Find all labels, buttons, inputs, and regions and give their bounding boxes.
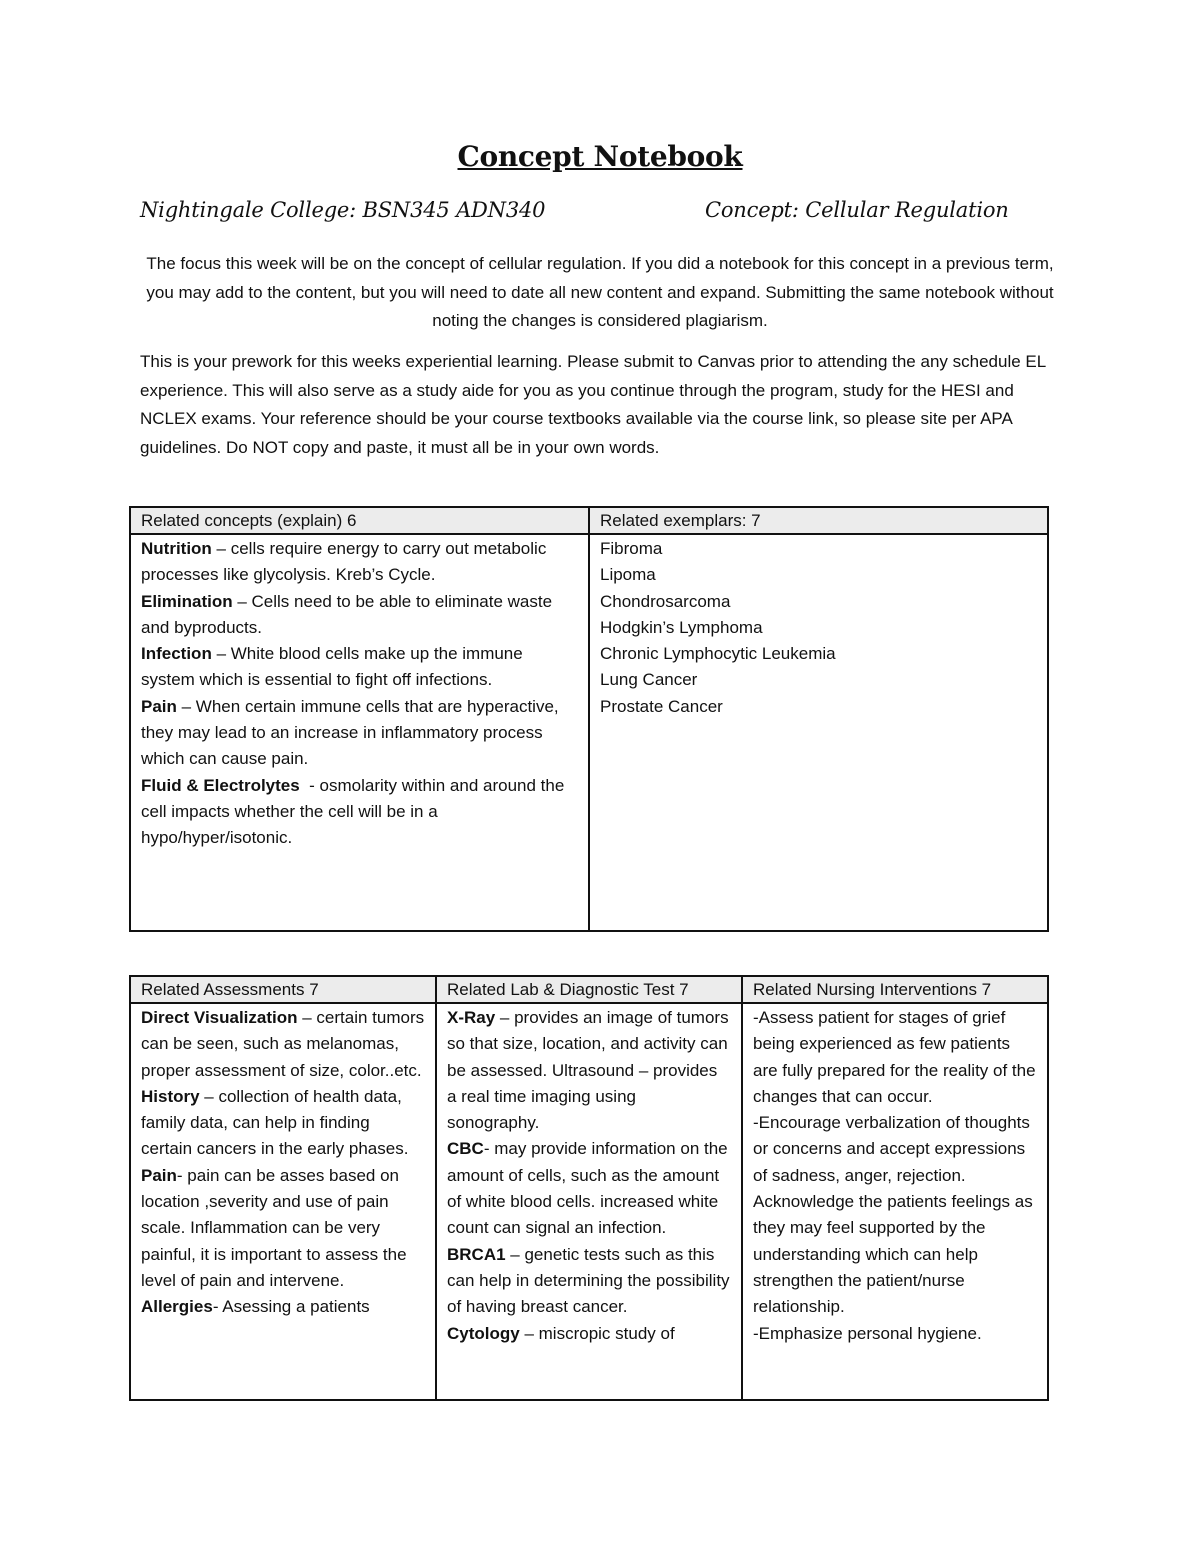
related-concepts-cell [130,534,589,931]
concept-text: – White blood cells make up the immune system which is essential to fight off infections. [141,644,523,690]
concept-term: Nutrition [141,539,212,558]
concept-text: – cells require energy to carry out metabolic processes like glycolysis. Kreb’s Cycle. [141,539,547,585]
assessment-entry [141,1005,425,1084]
concept-label: Concept: Cellular Regulation [705,198,1009,222]
concept-entry [141,694,578,773]
exemplar-item: Prostate Cancer [600,696,723,716]
concept-text: – Cells need to be able to eliminate waste and byproducts. [141,591,553,637]
lab-term: BRCA1 [447,1244,506,1264]
exemplar-item: Lung Cancer [600,670,698,690]
concepts-exemplars-table [129,506,1049,932]
assessment-text: – collection of health data, family data, can help in finding certain cancers in the early phases. [141,1086,409,1159]
related-labs-header: Related Lab & Diagnostic Test 7 [436,976,742,1003]
assessment-term: Pain [141,1165,177,1185]
intervention-entry: -Encourage verbalization of thoughts or concerns and accept expressions of sadness, anger, rejection. Acknowledge the patients feelings as they may feel supported by the understanding which can help strengthen the patient/nurse relationship. [753,1113,1033,1317]
exemplar-item: Hodgkin’s Lymphoma [600,617,763,637]
lab-entry [447,1321,731,1347]
lab-text: – provides an image of tumors so that size, location, and activity can be assessed. Ultrasound – provides a real time imaging using sonography. [447,1008,729,1133]
related-interventions-cell [742,1003,1048,1400]
instructions-paragraph: This is your prework for this weeks experiential learning. Please submit to Canvas prior to attending the any schedule EL experience. This will also serve as a study aide for you as you continue through the program, study for the HESI and NCLEX exams. Your reference should be your course textbooks available via the course link, so please site per APA guidelines. Do NOT copy and paste, it must all be in your own words. [140,352,1046,457]
concept-term: Infection [141,644,212,664]
intervention-entry: -Assess patient for stages of grief being experienced as few patients are fully prepared for the reality of the changes that can occur. [753,1008,1036,1106]
related-interventions-header: Related Nursing Interventions 7 [742,976,1048,1003]
exemplar-item: Lipoma [600,565,656,585]
concept-text: - osmolarity within and around the cell impacts whether the cell will be in a hypo/hyper/isotonic. [141,775,570,848]
assessment-text: - pain can be asses based on location ,severity and use of pain scale. Inflammation can be very painful, it is important to assess the level of pain and intervene. [141,1165,407,1290]
intervention-entry: -Emphasize personal hygiene. [753,1323,982,1343]
lab-term: X-Ray [447,1008,496,1027]
assessment-entry [141,1084,425,1163]
related-concepts-header: Related concepts (explain) 6 [130,507,589,534]
assessment-entry [141,1294,425,1320]
lab-entry [447,1005,731,1136]
concept-entry [141,536,578,589]
exemplar-item: Fibroma [600,539,663,558]
concept-term: Pain [141,696,177,716]
assessment-term: Allergies [141,1297,213,1317]
lab-text: – genetic tests such as this can help in determining the possibility of having breast cancer. [447,1244,730,1317]
assessment-text: – certain tumors can be seen, such as melanomas, proper assessment of size, color..etc. [141,1008,425,1080]
college-course-label: Nightingale College: BSN345 ADN340 [140,198,546,222]
related-labs-cell [436,1003,742,1400]
assessment-entry [141,1163,425,1294]
lab-term: Cytology [447,1323,520,1343]
assessment-term: Direct Visualization [141,1008,298,1027]
lab-entry [447,1242,731,1321]
concept-entry [141,773,578,852]
concept-term: Fluid & Electrolytes [141,775,300,795]
related-assessments-cell [130,1003,436,1400]
lab-term: CBC [447,1139,484,1159]
assessment-text: - Asessing a patients [212,1297,370,1317]
exemplar-item: Chronic Lymphocytic Leukemia [600,644,836,664]
assessments-labs-interventions-table [129,975,1049,1401]
page-title: Concept Notebook [457,140,743,173]
concept-term: Elimination [141,591,233,611]
concept-text: – When certain immune cells that are hyperactive, they may lead to an increase in inflammatory process which can cause pain. [141,696,559,769]
lab-entry [447,1136,731,1241]
related-exemplars-header: Related exemplars: 7 [589,507,1048,534]
concept-entry [141,589,578,642]
lab-text: - may provide information on the amount of cells, such as the amount of white blood cells. increased white count can signal an infection. [447,1139,728,1238]
concept-entry [141,641,578,694]
related-assessments-header: Related Assessments 7 [130,976,436,1003]
exemplar-item: Chondrosarcoma [600,591,731,611]
lab-text: – miscropic study of [519,1323,675,1343]
assessment-term: History [141,1086,200,1106]
intro-paragraph: The focus this week will be on the concept of cellular regulation. If you did a notebook for this concept in a previous term, you may add to the content, but you will need to date all new content and expand. Submitting the same notebook without noting the changes is considered plagiarism. [146,254,1054,330]
related-exemplars-cell [589,534,1048,931]
